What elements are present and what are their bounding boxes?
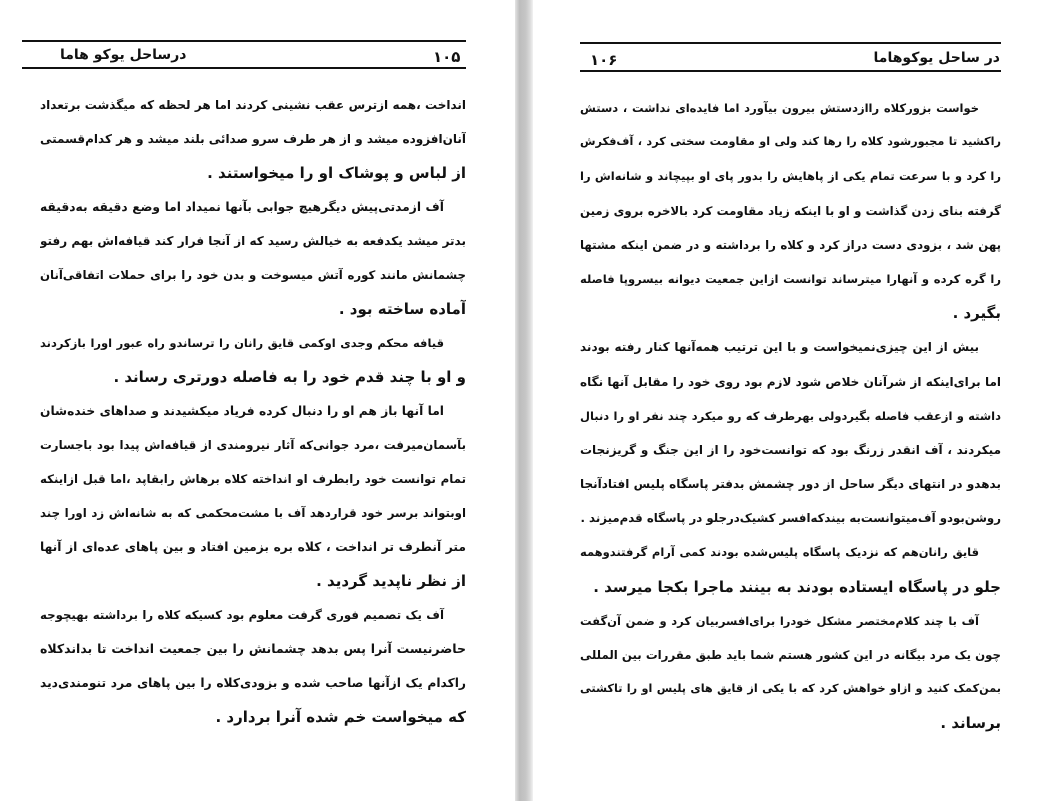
text-line: متر آنطرف تر انداخت ، کلاه بره بزمین افتاد و بین پاهای عده‌ای از آنها	[40, 540, 466, 554]
text-line: بمن‌کمک کنید و ازاو خواهش کرد که با یکی از قایق های پلیس او را تاکشتی	[580, 682, 1001, 696]
paragraph	[40, 190, 466, 326]
text-line: اما برای‌اینکه از شرآنان خلاص شود لازم بود روی خود را مقابل آنها نگاه	[580, 374, 1001, 389]
text-line: که میخواست خم شده آنرا بردارد .	[215, 708, 466, 726]
text-line: اوبتواند برسر خود قراردهد آف با مشت‌محکمی که به شانه‌اش زد اورا چند	[40, 506, 466, 520]
text-line: قایق رانان‌هم که نزدیک پاسگاه پلیس‌شده بودند کمی آرام گرفتندوهمه	[580, 545, 979, 560]
text-line: بیش از این چیزی‌نمیخواست و با این ترتیب همه‌آنها کنار رفته بودند	[580, 340, 979, 355]
text-line: را گره کرده و آنهارا میترساند توانست ازاین جمعیت دیوانه بیسروپا فاصله	[580, 271, 1001, 286]
text-line: بدتر میشد یکدفعه به خیالش رسید که از آنجا فرار کند قیافه‌اش بهم رفتو	[40, 234, 466, 248]
text-line: راکشید تا مجبورشود کلاه را رها کند ولی او مقاومت سختی کرد ، آف‌فکرش	[580, 135, 1001, 149]
text-line: چشمانش مانند کوره آتش میسوخت و بدن خود را برای حملات اتفاقی‌آنان	[40, 268, 466, 282]
text-line: بگیرد .	[952, 304, 1001, 323]
page-number: ۱۰۶	[590, 51, 618, 69]
running-header-title: در ساحل یوکوهاما	[873, 50, 1000, 66]
text-line: آنان‌افزوده میشد و از هر طرف سرو صدائی بلند میشد و هر کدام‌قسمتی	[40, 132, 466, 146]
page-text	[40, 88, 466, 734]
text-line: میکردند ، آف انقدر زرنگ بود که توانست‌خود را از این جنگ و گریزنجات	[580, 442, 1001, 457]
text-line: جلو در پاسگاه ایستاده بودند به بینند ماجرا بکجا میرسد .	[593, 577, 1001, 596]
text-line: حاضرنیست آنرا پس بدهد چشمانش را بین جمعیت انداخت تا بداندکلاه	[40, 641, 466, 656]
text-line: قیافه محکم وجدی اوکمی قایق رانان را ترساندو راه عبور اورا بازکردند	[40, 336, 444, 350]
running-header-title: درساحل یوکو هاما	[60, 47, 187, 63]
text-line: از لباس و پوشاک او را میخواستند .	[207, 164, 466, 182]
paragraph	[580, 330, 1001, 535]
text-line: بآسمان‌میرفت ،مرد جوانی‌که آثار نیرومندی از قیافه‌اش پیدا بود باجسارت	[40, 438, 466, 452]
text-line: آماده ساخته بود .	[338, 300, 466, 318]
paragraph	[40, 394, 466, 598]
text-line: اما آنها باز هم او را دنبال کرده فریاد میکشیدند و صداهای خنده‌شان	[40, 404, 444, 418]
paragraph	[40, 326, 466, 394]
page-text	[580, 91, 1001, 741]
text-line: پهن شد ، بزودی دست دراز کرد و کلاه را برداشته و در ضمن اینکه مشتها	[580, 237, 1001, 252]
header-top-rule	[22, 40, 466, 42]
text-line: چون یک مرد بیگانه در این کشور هستم شما باید طبق مقررات بین المللی	[580, 648, 1001, 662]
text-line: آف با چند کلام‌مختصر مشکل خودرا برای‌افسربیان کرد و ضمن آن‌گفت	[580, 613, 979, 628]
text-line: راکدام یک ازآنها صاحب شده و بزودی‌کلاه را بین پاهای مرد تنومندی‌دید	[40, 676, 466, 690]
paragraph	[580, 91, 1001, 330]
text-line: تمام توانست خود رابطرف او انداخته کلاه برهاش رابقاپد ،اما قبل ازاینکه	[40, 472, 466, 486]
text-line: بدهدو در انتهای دیگر ساحل از دور چشمش بدفتر پاسگاه پلیس افتادآنجا	[580, 477, 1001, 492]
paragraph	[40, 598, 466, 734]
paragraph	[580, 604, 1001, 741]
text-line: داشته و ازعقب فاصله بگیردولی بهرطرف که رو میکرد چند نفر او را دنبال	[580, 408, 1001, 423]
text-line: و او با چند قدم خود را به فاصله دورتری رساند .	[113, 368, 466, 386]
text-line: برساند .	[940, 714, 1001, 733]
header-top-rule	[580, 42, 1001, 44]
text-line: از نظر ناپدید گردید .	[316, 572, 466, 590]
page-number: ۱۰۵	[433, 48, 461, 66]
text-line: آف یک تصمیم فوری گرفت معلوم بود کسیکه کلاه را برداشته بهیچوجه	[40, 608, 444, 622]
text-line: خواست بزورکلاه راازدستش بیرون بیآورد اما فایده‌ای نداشت ، دستش	[580, 101, 979, 115]
page-gutter	[515, 0, 533, 801]
paragraph	[580, 535, 1001, 603]
left-page	[0, 0, 515, 801]
header-bottom-rule	[580, 70, 1001, 72]
right-page	[533, 0, 1055, 801]
text-line: انداخت ،همه ازترس عقب نشینی کردند اما هر لحظه که میگذشت برتعداد	[40, 98, 466, 112]
text-line: را کرد و با سرعت تمام یکی از پاهایش را بدور پای او بپیچاند و شانه‌اش را	[580, 169, 1001, 184]
text-line: آف ازمدتی‌پیش دیگرهیچ جوابی بآنها نمیداد اما وضع دقیقه به‌دقیقه	[40, 200, 444, 214]
paragraph	[40, 88, 466, 190]
header-bottom-rule	[22, 67, 466, 69]
text-line: گرفته بنای زدن گذاشت و او با اینکه زیاد مقاومت کرد بالاخره بروی زمین	[580, 203, 1001, 218]
text-line: روشن‌بودو آف‌میتوانست‌به بیندکه‌افسر کشیک‌درجلو در پاسگاه قدم‌میزند .	[580, 511, 1001, 526]
